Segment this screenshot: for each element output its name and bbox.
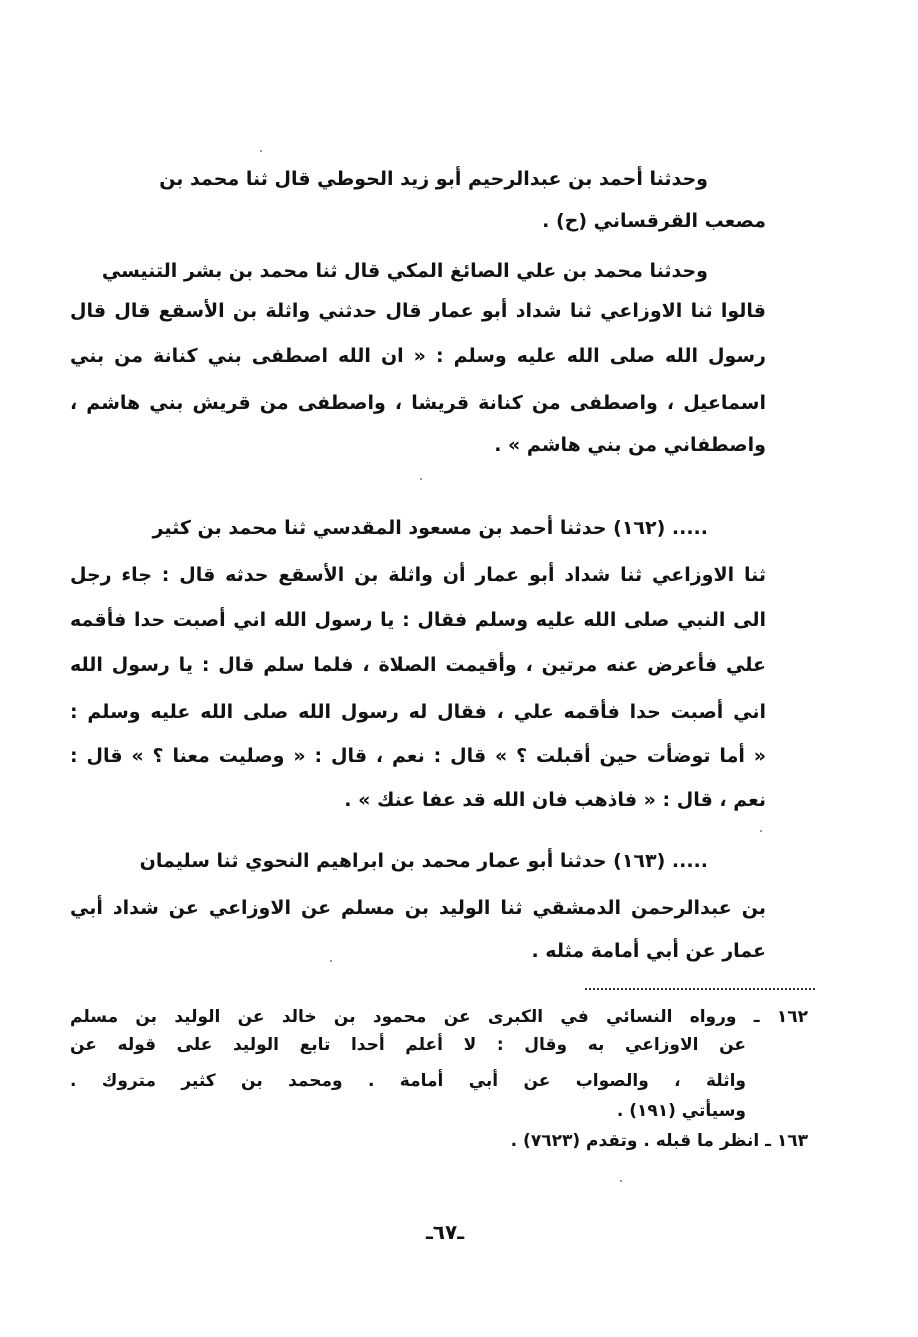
paragraph-2-line-1: وحدثنا محمد بن علي الصائغ المكي قال ثنا محمد بن بشر التنيسي: [101, 260, 708, 282]
hadith-162-line-2: ثنا الاوزاعي ثنا شداد أبو عمار أن واثلة بن الأسقع حدثه قال : جاء رجل: [70, 564, 766, 586]
footnote-divider: [585, 988, 815, 990]
hadith-162-line-5: اني أصبت حدا فأقمه علي ، فقال له رسول الله صلى الله عليه وسلم :: [70, 701, 766, 723]
paragraph-2-line-5: واصطفاني من بني هاشم » .: [494, 434, 766, 456]
scan-speck: [420, 478, 422, 480]
paragraph-1-line-1: وحدثنا أحمد بن عبدالرحيم أبو زيد الحوطي قال ثنا محمد بن: [159, 168, 708, 190]
paragraph-2-line-4: اسماعيل ، واصطفى من كنانة قريشا ، واصطفى من قريش بني هاشم ،: [70, 392, 766, 414]
paragraph-2-line-2: قالوا ثنا الاوزاعي ثنا شداد أبو عمار قال حدثني واثلة بن الأسقع قال قال: [70, 300, 766, 322]
hadith-162-line-3: الى النبي صلى الله عليه وسلم فقال : يا رسول الله اني أصبت حدا فأقمه: [70, 609, 766, 631]
hadith-163-line-2: بن عبدالرحمن الدمشقي ثنا الوليد بن مسلم عن الاوزاعي عن شداد أبي: [70, 897, 766, 919]
hadith-162-line-1: ..... (١٦٢) حدثنا أحمد بن مسعود المقدسي ثنا محمد بن كثير: [152, 517, 708, 539]
hadith-163-line-1: ..... (١٦٣) حدثنا أبو عمار محمد بن ابراهيم النحوي ثنا سليمان: [139, 850, 708, 872]
footnote-162-line-1: ١٦٢ ـ ورواه النسائي في الكبرى عن محمود بن خالد عن الوليد بن مسلم: [70, 1007, 808, 1027]
page-number: ـ٦٧ـ: [425, 1220, 465, 1244]
footnote-162-line-2: عن الاوزاعي به وقال : لا أعلم أحدا تابع الوليد على قوله عن: [70, 1035, 746, 1055]
footnote-162-line-4: وسيأتي (١٩١) .: [616, 1101, 746, 1121]
scan-speck: [760, 830, 762, 832]
scan-speck: [620, 1180, 622, 1182]
scan-speck: [260, 150, 262, 152]
hadith-163-line-3: عمار عن أبي أمامة مثله .: [531, 940, 766, 962]
hadith-162-line-6: « أما توضأت حين أقبلت ؟ » قال : نعم ، قال : « وصليت معنا ؟ » قال :: [70, 745, 766, 767]
hadith-162-line-4: علي فأعرض عنه مرتين ، وأقيمت الصلاة ، فلما سلم قال : يا رسول الله: [70, 654, 766, 676]
paragraph-2-line-3: رسول الله صلى الله عليه وسلم : « ان الله اصطفى بني كنانة من بني: [70, 345, 766, 367]
paragraph-1-line-2: مصعب القرقساني (ح) .: [542, 210, 766, 232]
footnote-163-line-1: ١٦٣ ـ انظر ما قبله . وتقدم (٧٦٢٣) .: [510, 1131, 808, 1151]
scan-speck: [330, 960, 332, 962]
hadith-162-line-7: نعم ، قال : « فاذهب فان الله قد عفا عنك » .: [344, 789, 766, 811]
footnote-162-line-3: واثلة ، والصواب عن أبي أمامة . ومحمد بن كثير متروك .: [70, 1071, 746, 1091]
